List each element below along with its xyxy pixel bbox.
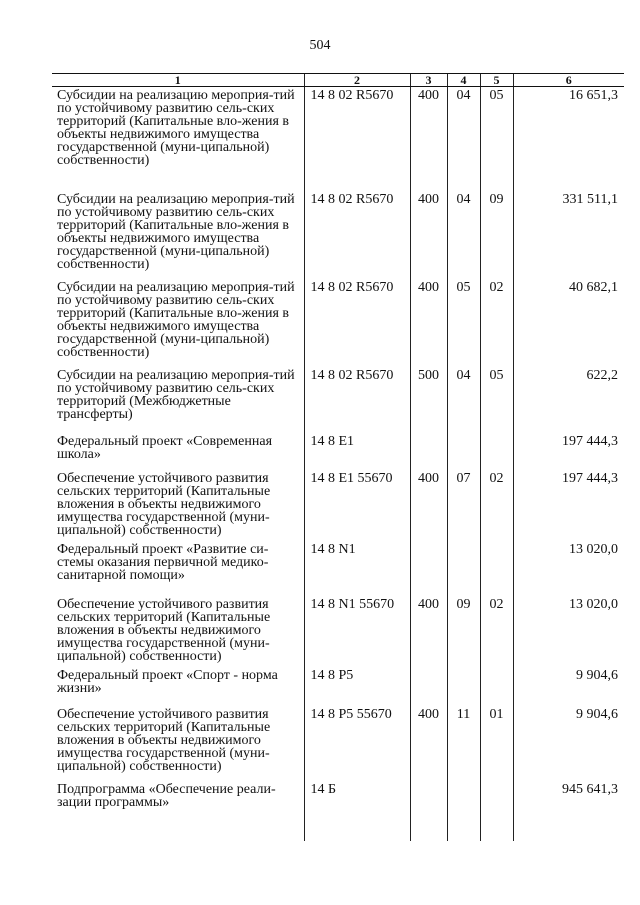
table-row <box>52 87 624 191</box>
row-name: Федеральный проект «Развитие си-стемы оказания первичной медико-санитарной помощи» <box>57 541 269 583</box>
row-expense-type: 400 <box>410 191 447 279</box>
row-expense-type: 400 <box>410 87 447 191</box>
row-section <box>447 667 480 706</box>
table-row <box>52 706 624 781</box>
row-name: Субсидии на реализацию мероприя-тий по устойчивому развитию сель-ских территорий (Капитальные вло-жения в объекты недвижимого имущества государственной (муни-ципальной) собственности) <box>57 279 295 360</box>
column-header: 2 <box>304 74 410 87</box>
row-expense-type <box>410 781 447 841</box>
row-expense-type <box>410 433 447 470</box>
row-section: 04 <box>447 87 480 191</box>
row-name: Подпрограмма «Обеспечение реали-зации программы» <box>57 781 276 810</box>
row-expense-type: 500 <box>410 367 447 433</box>
row-code: 14 8 N1 <box>304 541 410 596</box>
table-row <box>52 470 624 541</box>
row-code: 14 8 02 R5670 <box>304 87 410 191</box>
row-amount: 9 904,6 <box>513 667 624 706</box>
row-section: 11 <box>447 706 480 781</box>
row-section: 05 <box>447 279 480 367</box>
table-header-row <box>52 74 624 87</box>
table-row <box>52 781 624 841</box>
column-header: 4 <box>447 74 480 87</box>
row-amount: 945 641,3 <box>513 781 624 841</box>
row-section: 09 <box>447 596 480 667</box>
row-amount: 13 020,0 <box>513 541 624 596</box>
page-number: 504 <box>309 38 331 53</box>
table-row <box>52 191 624 279</box>
column-header: 5 <box>480 74 513 87</box>
row-amount: 9 904,6 <box>513 706 624 781</box>
row-code: 14 Б <box>304 781 410 841</box>
row-expense-type: 400 <box>410 279 447 367</box>
row-amount: 197 444,3 <box>513 470 624 541</box>
row-subsection <box>480 541 513 596</box>
row-subsection <box>480 433 513 470</box>
column-header: 6 <box>513 74 624 87</box>
row-name: Обеспечение устойчивого развития сельских территорий (Капитальные вложения в объекты недвижимого имущества государственной (муни-ципальной) собственности) <box>57 706 271 774</box>
row-expense-type <box>410 667 447 706</box>
row-subsection: 05 <box>480 87 513 191</box>
row-name: Субсидии на реализацию мероприя-тий по устойчивому развитию сель-ских территорий (Капитальные вло-жения в объекты недвижимого имущества государственной (муни-ципальной) собственности) <box>57 191 295 272</box>
row-subsection <box>480 667 513 706</box>
row-amount: 16 651,3 <box>513 87 624 191</box>
row-code: 14 8 02 R5670 <box>304 191 410 279</box>
row-code: 14 8 P5 55670 <box>304 706 410 781</box>
table-row <box>52 433 624 470</box>
row-name: Субсидии на реализацию мероприя-тий по устойчивому развитию сель-ских территорий (Капитальные вло-жения в объекты недвижимого имущества государственной (муни-ципальной) собственности) <box>57 88 295 168</box>
table-row <box>52 667 624 706</box>
table-row <box>52 541 624 596</box>
row-code: 14 8 N1 55670 <box>304 596 410 667</box>
row-section: 04 <box>447 191 480 279</box>
row-code: 14 8 E1 55670 <box>304 470 410 541</box>
row-amount: 197 444,3 <box>513 433 624 470</box>
column-header: 1 <box>52 74 304 87</box>
row-code: 14 8 02 R5670 <box>304 367 410 433</box>
row-amount: 13 020,0 <box>513 596 624 667</box>
row-subsection: 02 <box>480 279 513 367</box>
row-code: 14 8 02 R5670 <box>304 279 410 367</box>
row-subsection: 09 <box>480 191 513 279</box>
table-row <box>52 367 624 433</box>
row-name: Федеральный проект «Современная школа» <box>57 433 273 462</box>
row-subsection: 05 <box>480 367 513 433</box>
row-amount: 622,2 <box>513 367 624 433</box>
row-subsection: 01 <box>480 706 513 781</box>
row-section: 04 <box>447 367 480 433</box>
row-code: 14 8 P5 <box>304 667 410 706</box>
row-name: Обеспечение устойчивого развития сельских территорий (Капитальные вложения в объекты недвижимого имущества государственной (муни-ципальной) собственности) <box>57 596 271 664</box>
row-amount: 40 682,1 <box>513 279 624 367</box>
row-section <box>447 541 480 596</box>
row-name: Федеральный проект «Спорт - норма жизни» <box>57 667 278 696</box>
row-expense-type: 400 <box>410 706 447 781</box>
row-section <box>447 433 480 470</box>
row-name: Субсидии на реализацию мероприя-тий по устойчивому развитию сель-ских территорий (Межбюджетные трансферты) <box>57 367 295 422</box>
row-amount: 331 511,1 <box>513 191 624 279</box>
row-expense-type: 400 <box>410 470 447 541</box>
table-row <box>52 279 624 367</box>
row-subsection: 02 <box>480 470 513 541</box>
row-code: 14 8 E1 <box>304 433 410 470</box>
table-row <box>52 596 624 667</box>
row-section: 07 <box>447 470 480 541</box>
row-name: Обеспечение устойчивого развития сельских территорий (Капитальные вложения в объекты недвижимого имущества государственной (муни-ципальной) собственности) <box>57 470 271 538</box>
row-subsection: 02 <box>480 596 513 667</box>
budget-table <box>52 73 624 841</box>
row-subsection <box>480 781 513 841</box>
row-section <box>447 781 480 841</box>
row-expense-type: 400 <box>410 596 447 667</box>
row-expense-type <box>410 541 447 596</box>
column-header: 3 <box>410 74 447 87</box>
